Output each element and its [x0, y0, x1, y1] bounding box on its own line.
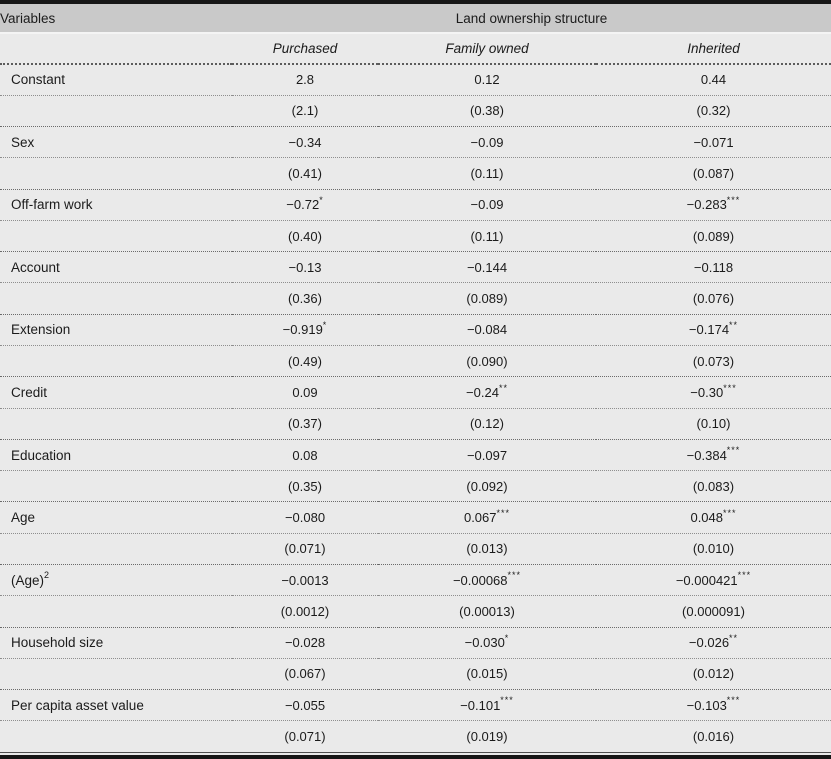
standard-error-cell: (0.071): [232, 721, 378, 753]
standard-error-cell: (0.089): [596, 220, 831, 251]
coefficient-cell: −0.026**: [596, 627, 831, 658]
standard-error-row: [0, 533, 831, 564]
variable-label: Education: [0, 439, 232, 470]
coefficient-row: [0, 690, 831, 721]
standard-error-row: [0, 158, 831, 189]
coefficient-row: [0, 252, 831, 283]
standard-error-cell: (0.000091): [596, 596, 831, 627]
coefficient-cell: −0.13: [232, 252, 378, 283]
label-superscript: 2: [44, 570, 50, 581]
variable-label: Credit: [0, 377, 232, 408]
standard-error-row: [0, 721, 831, 753]
coefficient-cell: −0.09: [378, 189, 596, 220]
coefficient-cell: 0.048***: [596, 502, 831, 533]
standard-error-row: [0, 596, 831, 627]
standard-error-cell: (0.083): [596, 471, 831, 502]
standard-error-row: [0, 658, 831, 689]
significance-stars: *: [319, 194, 324, 205]
standard-error-cell: (0.092): [378, 471, 596, 502]
standard-error-cell: (0.0012): [232, 596, 378, 627]
significance-stars: ***: [726, 445, 741, 456]
variable-label: Extension: [0, 314, 232, 345]
significance-stars: **: [729, 320, 739, 331]
coefficient-cell: −0.30***: [596, 377, 831, 408]
variable-label: Off-farm work: [0, 189, 232, 220]
coefficient-cell: 2.8: [232, 64, 378, 95]
variable-label: (Age)$^2$: [0, 565, 232, 596]
coefficient-cell: −0.055: [232, 690, 378, 721]
coefficient-cell: −0.00068***: [378, 565, 596, 596]
coefficient-cell: 0.44: [596, 64, 831, 95]
variable-label: Account: [0, 252, 232, 283]
coefficient-cell: −0.101***: [378, 690, 596, 721]
empty-label-cell: [0, 533, 232, 564]
coefficient-row: [0, 627, 831, 658]
standard-error-cell: (0.089): [378, 283, 596, 314]
coefficient-cell: −0.174**: [596, 314, 831, 345]
coefficient-cell: −0.384***: [596, 439, 831, 470]
coefficient-cell: −0.144: [378, 252, 596, 283]
coefficient-row: [0, 64, 831, 95]
coefficient-cell: −0.24**: [378, 377, 596, 408]
standard-error-row: [0, 408, 831, 439]
standard-error-cell: (0.090): [378, 346, 596, 377]
significance-stars: ***: [726, 695, 741, 706]
coefficient-cell: −0.919*: [232, 314, 378, 345]
coefficient-cell: −0.084: [378, 314, 596, 345]
standard-error-row: [0, 471, 831, 502]
standard-error-cell: (0.016): [596, 721, 831, 753]
significance-stars: ***: [723, 507, 737, 518]
standard-error-cell: (0.37): [232, 408, 378, 439]
coefficient-cell: −0.103***: [596, 690, 831, 721]
standard-error-cell: (0.49): [232, 346, 378, 377]
coefficient-cell: −0.72*: [232, 189, 378, 220]
column-header-inherited: Inherited: [596, 33, 831, 64]
significance-stars: *: [322, 320, 328, 331]
standard-error-cell: (0.11): [378, 220, 596, 251]
standard-error-cell: (2.1): [232, 95, 378, 126]
coefficient-cell: −0.080: [232, 502, 378, 533]
coefficient-row: [0, 502, 831, 533]
significance-stars: **: [729, 632, 739, 643]
variable-label: Constant: [0, 64, 232, 95]
standard-error-cell: (0.012): [596, 658, 831, 689]
empty-header-cell: [0, 33, 232, 64]
standard-error-cell: (0.013): [378, 533, 596, 564]
table-body: [0, 64, 831, 753]
standard-error-cell: (0.36): [232, 283, 378, 314]
standard-error-cell: (0.41): [232, 158, 378, 189]
standard-error-cell: (0.010): [596, 533, 831, 564]
variable-label: Per capita asset value: [0, 690, 232, 721]
coefficient-cell: −0.0013: [232, 565, 378, 596]
empty-label-cell: [0, 658, 232, 689]
significance-stars: ***: [723, 382, 737, 393]
coefficient-cell: −0.097: [378, 439, 596, 470]
coefficient-cell: −0.34: [232, 127, 378, 158]
coefficient-cell: 0.067***: [378, 502, 596, 533]
standard-error-cell: (0.40): [232, 220, 378, 251]
empty-label-cell: [0, 471, 232, 502]
coefficient-cell: 0.09: [232, 377, 378, 408]
coefficient-cell: −0.118: [596, 252, 831, 283]
empty-label-cell: [0, 283, 232, 314]
coefficient-cell: −0.000421***: [596, 565, 831, 596]
land-ownership-structure-header: Land ownership structure: [232, 4, 831, 33]
significance-stars: *: [504, 632, 510, 643]
standard-error-cell: (0.11): [378, 158, 596, 189]
column-header-row: [0, 33, 831, 64]
standard-error-cell: (0.38): [378, 95, 596, 126]
standard-error-cell: (0.067): [232, 658, 378, 689]
standard-error-row: [0, 346, 831, 377]
column-header-purchased: Purchased: [232, 33, 378, 64]
standard-error-cell: (0.087): [596, 158, 831, 189]
empty-label-cell: [0, 158, 232, 189]
standard-error-cell: (0.019): [378, 721, 596, 753]
coefficient-row: [0, 377, 831, 408]
significance-stars: ***: [726, 194, 741, 205]
significance-stars: ***: [500, 695, 514, 706]
coefficient-row: [0, 565, 831, 596]
variable-label: Sex: [0, 127, 232, 158]
standard-error-cell: (0.071): [232, 533, 378, 564]
coefficient-cell: −0.071: [596, 127, 831, 158]
coefficient-cell: 0.08: [232, 439, 378, 470]
empty-label-cell: [0, 220, 232, 251]
standard-error-cell: (0.10): [596, 408, 831, 439]
coefficient-cell: −0.028: [232, 627, 378, 658]
coefficient-row: [0, 189, 831, 220]
coefficient-cell: −0.283***: [596, 189, 831, 220]
standard-error-row: [0, 283, 831, 314]
empty-label-cell: [0, 721, 232, 753]
standard-error-row: [0, 220, 831, 251]
standard-error-cell: (0.35): [232, 471, 378, 502]
group-header-row: [0, 4, 831, 33]
standard-error-cell: (0.073): [596, 346, 831, 377]
coefficient-cell: 0.12: [378, 64, 596, 95]
significance-stars: ***: [737, 570, 752, 581]
coefficient-row: [0, 314, 831, 345]
variable-label: Age: [0, 502, 232, 533]
standard-error-cell: (0.076): [596, 283, 831, 314]
coefficient-cell: −0.09: [378, 127, 596, 158]
standard-error-cell: (0.32): [596, 95, 831, 126]
standard-error-cell: (0.12): [378, 408, 596, 439]
column-header-family-owned: Family owned: [378, 33, 596, 64]
significance-stars: ***: [507, 570, 522, 581]
variable-label: Household size: [0, 627, 232, 658]
land-ownership-table: [0, 4, 831, 753]
coefficient-row: [0, 439, 831, 470]
empty-label-cell: [0, 596, 232, 627]
standard-error-row: [0, 95, 831, 126]
table-header: [0, 4, 831, 64]
significance-stars: ***: [496, 507, 511, 518]
coefficient-cell: −0.030*: [378, 627, 596, 658]
standard-error-cell: (0.00013): [378, 596, 596, 627]
empty-label-cell: [0, 346, 232, 377]
standard-error-cell: (0.015): [378, 658, 596, 689]
variables-column-header: Variables: [0, 4, 232, 33]
empty-label-cell: [0, 408, 232, 439]
empty-label-cell: [0, 95, 232, 126]
coefficient-row: [0, 127, 831, 158]
significance-stars: **: [498, 382, 508, 393]
